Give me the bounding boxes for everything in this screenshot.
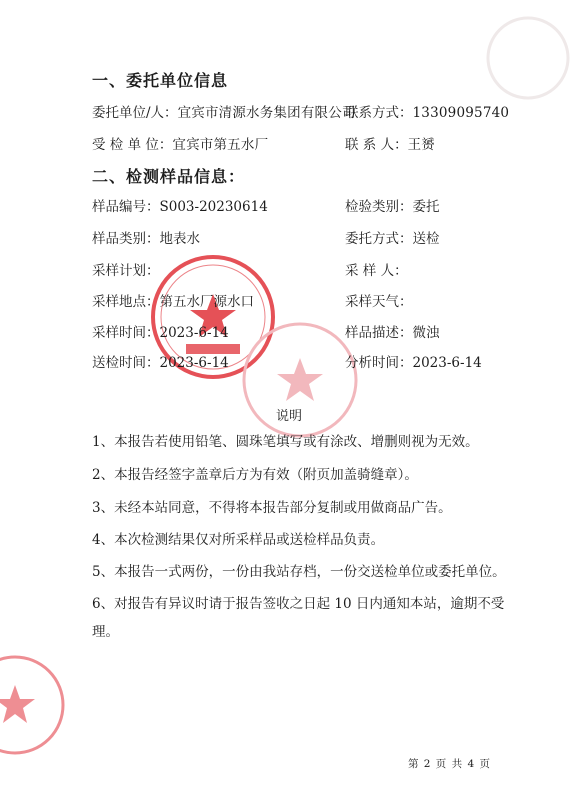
inspected-unit-label: 受 检 单 位： (92, 137, 173, 153)
field-commission-method (345, 227, 440, 247)
contact-person-label: 联 系 人： (345, 137, 408, 153)
field-value: 送检 (412, 231, 440, 247)
field-analysis-time (345, 351, 482, 371)
field-value: 第五水厂源水口 (159, 294, 254, 310)
field-value: S003-20230614 (159, 199, 268, 215)
section2-heading: 二、检测样品信息： (92, 167, 246, 186)
field-label: 采样时间： (92, 325, 160, 341)
inspected-unit-value: 宜宾市第五水厂 (172, 137, 269, 153)
client-row (92, 101, 356, 121)
field-value: 2023-6-14 (159, 325, 229, 341)
field-value: 微浊 (412, 325, 440, 341)
section1-heading: 一、委托单位信息 (92, 71, 229, 90)
field-sampling-weather (345, 290, 413, 310)
inspected-unit-row (92, 133, 268, 153)
page-number: 第 2 页 共 4 页 (407, 758, 490, 770)
contact-person-value: 王赟 (407, 137, 435, 153)
note-item: 2、本报告经签字盖章后方为有效（附页加盖骑缝章）。 (92, 467, 418, 483)
field-sample-description (345, 321, 440, 341)
field-label: 检验类别： (345, 199, 413, 215)
field-label: 采样计划： (92, 263, 160, 279)
field-label: 样品描述： (345, 325, 413, 341)
note-item: 5、本报告一式两份，一份由我站存档，一份交送检单位或委托单位。 (92, 564, 506, 580)
partial-seal-left-edge (0, 650, 70, 760)
field-label: 采样地点： (92, 294, 160, 310)
client-value: 宜宾市清源水务集团有限公司 (177, 105, 356, 121)
field-sampling-location (92, 290, 254, 310)
field-label: 采 样 人： (345, 263, 408, 279)
field-label: 采样天气： (345, 294, 413, 310)
field-value: 委托 (412, 199, 440, 215)
field-sampling-time (92, 321, 229, 341)
field-inspection-type (345, 195, 440, 215)
field-value: 2023-6-14 (159, 355, 229, 371)
field-value: 地表水 (159, 231, 200, 247)
contact-label: 联系方式： (345, 105, 413, 121)
note-item: 4、本次检测结果仅对所采样品或送检样品负责。 (92, 532, 385, 548)
note-item: 6、对报告有异议时请于报告签收之日起 10 日内通知本站，逾期不受理。 (92, 596, 505, 640)
field-label: 样品类别： (92, 231, 160, 247)
field-value: 2023-6-14 (412, 355, 482, 371)
notes-title: 说明 (275, 409, 302, 424)
client-label: 委托单位/人： (92, 105, 178, 121)
field-label: 样品编号： (92, 199, 160, 215)
contact-person-row (345, 133, 435, 153)
field-submission-time (92, 351, 229, 371)
note-item: 1、本报告若使用铅笔、圆珠笔填写或有涂改、增删则视为无效。 (92, 434, 479, 450)
field-sampler (345, 259, 408, 279)
note-item: 3、未经本站同意，不得将本报告部分复制或用做商品广告。 (92, 500, 452, 516)
field-sample-category (92, 227, 200, 247)
field-sample-number (92, 195, 268, 215)
field-sampling-plan (92, 259, 160, 279)
field-label: 委托方式： (345, 231, 413, 247)
field-label: 送检时间： (92, 355, 160, 371)
faint-seal-top-right (478, 8, 578, 108)
contact-value: 13309095740 (412, 105, 510, 121)
contact-row (345, 101, 509, 121)
field-label: 分析时间： (345, 355, 413, 371)
